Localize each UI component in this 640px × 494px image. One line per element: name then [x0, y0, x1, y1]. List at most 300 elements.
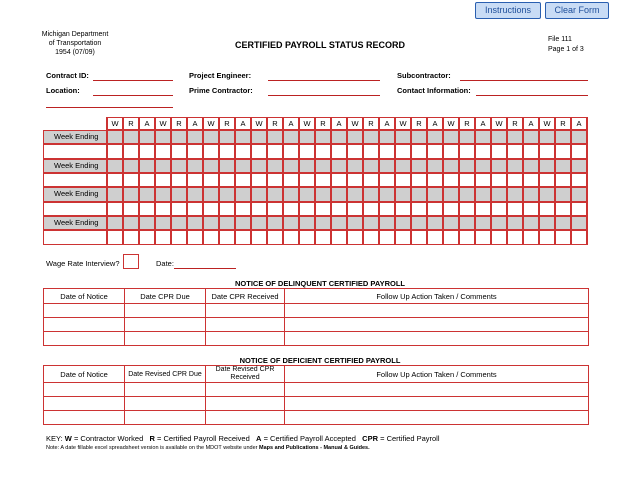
- grid-cell[interactable]: [219, 187, 235, 201]
- grid-cell[interactable]: [139, 144, 155, 158]
- key-prefix: KEY:: [46, 434, 63, 443]
- table-cell[interactable]: [206, 318, 285, 332]
- grid-cell[interactable]: [123, 173, 139, 187]
- grid-cell[interactable]: [475, 230, 491, 244]
- grid-cell[interactable]: [155, 216, 171, 230]
- table-cell[interactable]: [125, 318, 206, 332]
- grid-cell[interactable]: [475, 144, 491, 158]
- grid-cell[interactable]: [219, 173, 235, 187]
- table-cell[interactable]: [125, 304, 206, 318]
- grid-cell[interactable]: [155, 230, 171, 244]
- location-field[interactable]: [93, 95, 173, 96]
- grid-cell[interactable]: [443, 230, 459, 244]
- grid-cell[interactable]: [299, 159, 315, 173]
- grid-cell[interactable]: [379, 159, 395, 173]
- grid-cell[interactable]: [571, 173, 587, 187]
- table-cell[interactable]: [44, 318, 125, 332]
- contact-information-label: Contact Information:: [397, 86, 471, 95]
- grid-cell[interactable]: [187, 144, 203, 158]
- grid-cell[interactable]: [187, 202, 203, 216]
- grid-cell[interactable]: [411, 130, 427, 144]
- grid-cell[interactable]: [363, 187, 379, 201]
- grid-cell[interactable]: [107, 159, 123, 173]
- grid-cell[interactable]: [507, 144, 523, 158]
- grid-cell[interactable]: [411, 173, 427, 187]
- table-cell[interactable]: [206, 411, 285, 425]
- grid-cell[interactable]: [507, 159, 523, 173]
- grid-cell[interactable]: [491, 216, 507, 230]
- table-cell[interactable]: [125, 332, 206, 346]
- grid-cell[interactable]: [171, 187, 187, 201]
- grid-cell[interactable]: [411, 216, 427, 230]
- table-cell[interactable]: [285, 397, 589, 411]
- grid-cell[interactable]: [139, 202, 155, 216]
- grid-cell[interactable]: [443, 144, 459, 158]
- grid-cell[interactable]: [539, 187, 555, 201]
- grid-cell[interactable]: [379, 216, 395, 230]
- grid-cell[interactable]: [475, 173, 491, 187]
- grid-cell[interactable]: [331, 173, 347, 187]
- grid-cell[interactable]: [331, 144, 347, 158]
- grid-cell[interactable]: [107, 130, 123, 144]
- grid-cell[interactable]: [427, 230, 443, 244]
- grid-cell[interactable]: [555, 144, 571, 158]
- grid-cell[interactable]: [555, 130, 571, 144]
- table-cell[interactable]: [125, 411, 206, 425]
- grid-cell[interactable]: [475, 159, 491, 173]
- week-ending-value[interactable]: [43, 144, 107, 158]
- grid-cell[interactable]: [331, 202, 347, 216]
- grid-cell[interactable]: [123, 144, 139, 158]
- table-cell[interactable]: [206, 397, 285, 411]
- grid-cell[interactable]: [267, 144, 283, 158]
- grid-cell[interactable]: [203, 187, 219, 201]
- grid-cell[interactable]: [395, 202, 411, 216]
- grid-cell[interactable]: [427, 159, 443, 173]
- project-engineer-field[interactable]: [268, 80, 380, 81]
- grid-cell[interactable]: [299, 144, 315, 158]
- grid-cell[interactable]: [347, 187, 363, 201]
- table-cell[interactable]: [44, 397, 125, 411]
- grid-group-divider: [394, 117, 396, 245]
- grid-cell[interactable]: [203, 230, 219, 244]
- grid-cell[interactable]: [443, 159, 459, 173]
- grid-cell[interactable]: [555, 202, 571, 216]
- grid-cell[interactable]: [411, 187, 427, 201]
- grid-cell[interactable]: [395, 144, 411, 158]
- grid-cell[interactable]: [203, 130, 219, 144]
- grid-cell[interactable]: [123, 230, 139, 244]
- table-cell[interactable]: [206, 383, 285, 397]
- grid-cell[interactable]: [491, 202, 507, 216]
- grid-cell[interactable]: [187, 216, 203, 230]
- grid-cell[interactable]: [395, 130, 411, 144]
- grid-cell[interactable]: [491, 130, 507, 144]
- grid-cell[interactable]: [267, 230, 283, 244]
- grid-cell[interactable]: [315, 130, 331, 144]
- grid-cell[interactable]: [395, 187, 411, 201]
- grid-cell[interactable]: [427, 187, 443, 201]
- grid-cell[interactable]: [491, 187, 507, 201]
- footnote-link[interactable]: Maps and Publications - Manual & Guides.: [259, 445, 370, 451]
- grid-cell[interactable]: [107, 216, 123, 230]
- table-cell[interactable]: [44, 332, 125, 346]
- grid-cell[interactable]: [187, 173, 203, 187]
- grid-cell[interactable]: [171, 216, 187, 230]
- grid-cell[interactable]: [571, 230, 587, 244]
- grid-cell[interactable]: [347, 216, 363, 230]
- grid-cell[interactable]: [315, 230, 331, 244]
- grid-cell[interactable]: [315, 216, 331, 230]
- grid-cell[interactable]: [299, 173, 315, 187]
- grid-cell[interactable]: [523, 159, 539, 173]
- grid-cell[interactable]: [331, 230, 347, 244]
- grid-cell[interactable]: [299, 202, 315, 216]
- grid-cell[interactable]: [235, 173, 251, 187]
- grid-cell[interactable]: [379, 173, 395, 187]
- grid-cell[interactable]: [315, 202, 331, 216]
- grid-cell[interactable]: [251, 216, 267, 230]
- grid-header-letter: W: [251, 117, 267, 130]
- table-cell[interactable]: [285, 332, 589, 346]
- table-cell[interactable]: [125, 397, 206, 411]
- grid-cell[interactable]: [475, 216, 491, 230]
- grid-cell[interactable]: [539, 173, 555, 187]
- grid-cell[interactable]: [555, 230, 571, 244]
- grid-cell[interactable]: [363, 159, 379, 173]
- grid-cell[interactable]: [411, 144, 427, 158]
- grid-cell[interactable]: [475, 130, 491, 144]
- grid-cell[interactable]: [235, 230, 251, 244]
- subcontractor-field[interactable]: [460, 80, 588, 81]
- grid-cell[interactable]: [395, 159, 411, 173]
- grid-cell[interactable]: [571, 130, 587, 144]
- grid-cell[interactable]: [155, 173, 171, 187]
- grid-cell[interactable]: [331, 187, 347, 201]
- grid-cell[interactable]: [139, 187, 155, 201]
- grid-cell[interactable]: [571, 144, 587, 158]
- grid-cell[interactable]: [331, 159, 347, 173]
- grid-cell[interactable]: [347, 230, 363, 244]
- grid-cell[interactable]: [203, 144, 219, 158]
- grid-cell[interactable]: [523, 230, 539, 244]
- grid-cell[interactable]: [443, 130, 459, 144]
- grid-cell[interactable]: [507, 202, 523, 216]
- grid-header-letter: R: [315, 117, 331, 130]
- grid-cell[interactable]: [427, 202, 443, 216]
- grid-cell[interactable]: [523, 130, 539, 144]
- grid-cell[interactable]: [267, 159, 283, 173]
- table-cell[interactable]: [285, 304, 589, 318]
- grid-cell[interactable]: [571, 216, 587, 230]
- grid-cell[interactable]: [555, 216, 571, 230]
- key-r: R: [149, 434, 155, 443]
- grid-cell[interactable]: [171, 202, 187, 216]
- grid-cell[interactable]: [507, 173, 523, 187]
- grid-cell[interactable]: [283, 216, 299, 230]
- grid-cell[interactable]: [171, 130, 187, 144]
- grid-cell[interactable]: [123, 216, 139, 230]
- week-ending-value[interactable]: [43, 173, 107, 187]
- grid-cell[interactable]: [459, 216, 475, 230]
- grid-cell[interactable]: [139, 230, 155, 244]
- grid-cell[interactable]: [347, 159, 363, 173]
- grid-cell[interactable]: [411, 159, 427, 173]
- grid-cell[interactable]: [555, 159, 571, 173]
- grid-cell[interactable]: [251, 173, 267, 187]
- grid-cell[interactable]: [139, 216, 155, 230]
- grid-cell[interactable]: [267, 173, 283, 187]
- table-cell[interactable]: [206, 304, 285, 318]
- table-cell[interactable]: [44, 304, 125, 318]
- grid-cell[interactable]: [331, 130, 347, 144]
- grid-cell[interactable]: [107, 144, 123, 158]
- grid-cell[interactable]: [235, 202, 251, 216]
- grid-cell[interactable]: [459, 144, 475, 158]
- week-ending-value[interactable]: [43, 202, 107, 216]
- grid-cell[interactable]: [331, 216, 347, 230]
- grid-cell[interactable]: [571, 187, 587, 201]
- grid-cell[interactable]: [523, 144, 539, 158]
- grid-cell[interactable]: [283, 230, 299, 244]
- grid-cell[interactable]: [379, 202, 395, 216]
- grid-cell[interactable]: [507, 187, 523, 201]
- grid-cell[interactable]: [251, 144, 267, 158]
- location-field-2[interactable]: [46, 107, 173, 108]
- grid-cell[interactable]: [251, 230, 267, 244]
- grid-cell[interactable]: [235, 216, 251, 230]
- grid-cell[interactable]: [491, 159, 507, 173]
- grid-cell[interactable]: [219, 202, 235, 216]
- grid-cell[interactable]: [379, 144, 395, 158]
- wage-rate-checkbox[interactable]: [123, 254, 139, 269]
- grid-cell[interactable]: [283, 144, 299, 158]
- clear-form-button[interactable]: Clear Form: [545, 2, 609, 19]
- grid-cell[interactable]: [155, 159, 171, 173]
- grid-cell[interactable]: [267, 130, 283, 144]
- week-ending-value[interactable]: [43, 230, 107, 244]
- grid-cell[interactable]: [251, 202, 267, 216]
- grid-cell[interactable]: [539, 144, 555, 158]
- deficient-col-follow-up: Follow Up Action Taken / Comments: [285, 366, 589, 383]
- grid-cell[interactable]: [395, 173, 411, 187]
- grid-cell[interactable]: [459, 202, 475, 216]
- grid-cell[interactable]: [251, 159, 267, 173]
- grid-cell[interactable]: [235, 144, 251, 158]
- grid-cell[interactable]: [299, 216, 315, 230]
- grid-cell[interactable]: [187, 187, 203, 201]
- table-cell[interactable]: [285, 383, 589, 397]
- contact-information-field[interactable]: [476, 95, 588, 96]
- grid-cell[interactable]: [235, 187, 251, 201]
- grid-cell[interactable]: [219, 144, 235, 158]
- grid-cell[interactable]: [395, 230, 411, 244]
- grid-cell[interactable]: [219, 130, 235, 144]
- grid-cell[interactable]: [507, 130, 523, 144]
- grid-cell[interactable]: [107, 173, 123, 187]
- grid-cell[interactable]: [235, 159, 251, 173]
- grid-cell[interactable]: [443, 202, 459, 216]
- grid-cell[interactable]: [203, 173, 219, 187]
- grid-cell[interactable]: [123, 202, 139, 216]
- grid-cell[interactable]: [571, 202, 587, 216]
- grid-cell[interactable]: [379, 187, 395, 201]
- table-cell[interactable]: [125, 383, 206, 397]
- grid-cell[interactable]: [347, 202, 363, 216]
- grid-cell[interactable]: [171, 144, 187, 158]
- grid-cell[interactable]: [219, 230, 235, 244]
- grid-cell[interactable]: [219, 159, 235, 173]
- grid-cell[interactable]: [443, 187, 459, 201]
- grid-cell[interactable]: [251, 187, 267, 201]
- grid-cell[interactable]: [555, 173, 571, 187]
- grid-cell[interactable]: [299, 230, 315, 244]
- grid-header-letter: W: [107, 117, 123, 130]
- grid-cell[interactable]: [507, 230, 523, 244]
- prime-contractor-field[interactable]: [268, 95, 380, 96]
- grid-cell[interactable]: [507, 216, 523, 230]
- grid-cell[interactable]: [267, 216, 283, 230]
- grid-cell[interactable]: [283, 187, 299, 201]
- grid-cell[interactable]: [203, 216, 219, 230]
- grid-cell[interactable]: [315, 159, 331, 173]
- delinquent-col-date-cpr-due: Date CPR Due: [125, 289, 206, 304]
- grid-cell[interactable]: [123, 130, 139, 144]
- grid-cell[interactable]: [123, 159, 139, 173]
- grid-cell[interactable]: [315, 144, 331, 158]
- grid-cell[interactable]: [171, 173, 187, 187]
- grid-header-letter: W: [299, 117, 315, 130]
- grid-cell[interactable]: [315, 187, 331, 201]
- grid-cell[interactable]: [347, 130, 363, 144]
- grid-cell[interactable]: [139, 130, 155, 144]
- grid-cell[interactable]: [363, 202, 379, 216]
- grid-cell[interactable]: [155, 144, 171, 158]
- grid-cell[interactable]: [235, 130, 251, 144]
- grid-cell[interactable]: [443, 216, 459, 230]
- table-cell[interactable]: [44, 383, 125, 397]
- grid-cell[interactable]: [283, 202, 299, 216]
- grid-cell[interactable]: [155, 130, 171, 144]
- table-cell[interactable]: [206, 332, 285, 346]
- grid-cell[interactable]: [299, 187, 315, 201]
- grid-cell[interactable]: [203, 202, 219, 216]
- grid-cell[interactable]: [555, 187, 571, 201]
- grid-cell[interactable]: [107, 230, 123, 244]
- grid-cell[interactable]: [395, 216, 411, 230]
- grid-cell[interactable]: [283, 130, 299, 144]
- grid-cell[interactable]: [539, 230, 555, 244]
- grid-cell[interactable]: [363, 130, 379, 144]
- deficient-col-date-revised-cpr-received: Date Revised CPR Received: [206, 366, 285, 383]
- grid-cell[interactable]: [251, 130, 267, 144]
- wage-date-label: Date:: [156, 259, 174, 268]
- grid-cell[interactable]: [523, 187, 539, 201]
- grid-cell[interactable]: [379, 130, 395, 144]
- grid-cell[interactable]: [283, 159, 299, 173]
- grid-cell[interactable]: [187, 230, 203, 244]
- week-ending-label: Week Ending: [43, 130, 107, 144]
- table-cell[interactable]: [285, 411, 589, 425]
- grid-cell[interactable]: [363, 230, 379, 244]
- table-cell[interactable]: [44, 411, 125, 425]
- grid-cell[interactable]: [571, 159, 587, 173]
- grid-header-letter: A: [283, 117, 299, 130]
- grid-cell[interactable]: [187, 130, 203, 144]
- grid-cell[interactable]: [155, 187, 171, 201]
- grid-cell[interactable]: [203, 159, 219, 173]
- grid-cell[interactable]: [427, 130, 443, 144]
- wage-date-field[interactable]: [174, 268, 236, 269]
- grid-cell[interactable]: [187, 159, 203, 173]
- grid-cell[interactable]: [523, 202, 539, 216]
- instructions-button[interactable]: Instructions: [475, 2, 541, 19]
- grid-cell[interactable]: [363, 144, 379, 158]
- grid-cell[interactable]: [219, 216, 235, 230]
- grid-header-letter: A: [475, 117, 491, 130]
- key-legend: [46, 434, 440, 443]
- grid-cell[interactable]: [523, 173, 539, 187]
- grid-cell[interactable]: [459, 159, 475, 173]
- grid-cell[interactable]: [379, 230, 395, 244]
- grid-cell[interactable]: [491, 144, 507, 158]
- grid-cell[interactable]: [139, 173, 155, 187]
- grid-cell[interactable]: [299, 130, 315, 144]
- grid-cell[interactable]: [107, 202, 123, 216]
- grid-cell[interactable]: [427, 144, 443, 158]
- grid-cell[interactable]: [107, 187, 123, 201]
- grid-cell[interactable]: [411, 202, 427, 216]
- grid-cell[interactable]: [347, 144, 363, 158]
- grid-cell[interactable]: [539, 202, 555, 216]
- grid-cell[interactable]: [171, 230, 187, 244]
- grid-cell[interactable]: [315, 173, 331, 187]
- grid-cell[interactable]: [459, 130, 475, 144]
- grid-cell[interactable]: [459, 173, 475, 187]
- grid-cell[interactable]: [155, 202, 171, 216]
- grid-cell[interactable]: [427, 173, 443, 187]
- grid-cell[interactable]: [267, 187, 283, 201]
- grid-cell[interactable]: [459, 230, 475, 244]
- grid-cell[interactable]: [283, 173, 299, 187]
- table-cell[interactable]: [285, 318, 589, 332]
- grid-cell[interactable]: [475, 187, 491, 201]
- grid-cell[interactable]: [347, 173, 363, 187]
- grid-cell[interactable]: [491, 230, 507, 244]
- grid-cell[interactable]: [459, 187, 475, 201]
- grid-cell[interactable]: [491, 173, 507, 187]
- key-a-text: = Certified Payroll Accepted: [263, 434, 356, 443]
- grid-cell[interactable]: [539, 216, 555, 230]
- grid-group-divider: [202, 117, 204, 245]
- grid-cell[interactable]: [539, 130, 555, 144]
- grid-cell[interactable]: [123, 187, 139, 201]
- grid-header-letter: R: [507, 117, 523, 130]
- grid-cell[interactable]: [139, 159, 155, 173]
- grid-cell[interactable]: [443, 173, 459, 187]
- grid-cell[interactable]: [411, 230, 427, 244]
- contract-id-field[interactable]: [93, 80, 173, 81]
- grid-cell[interactable]: [363, 216, 379, 230]
- grid-cell[interactable]: [267, 202, 283, 216]
- grid-cell[interactable]: [363, 173, 379, 187]
- grid-cell[interactable]: [475, 202, 491, 216]
- grid-header-letter: R: [267, 117, 283, 130]
- grid-cell[interactable]: [539, 159, 555, 173]
- grid-cell[interactable]: [427, 216, 443, 230]
- grid-cell[interactable]: [171, 159, 187, 173]
- grid-cell[interactable]: [523, 216, 539, 230]
